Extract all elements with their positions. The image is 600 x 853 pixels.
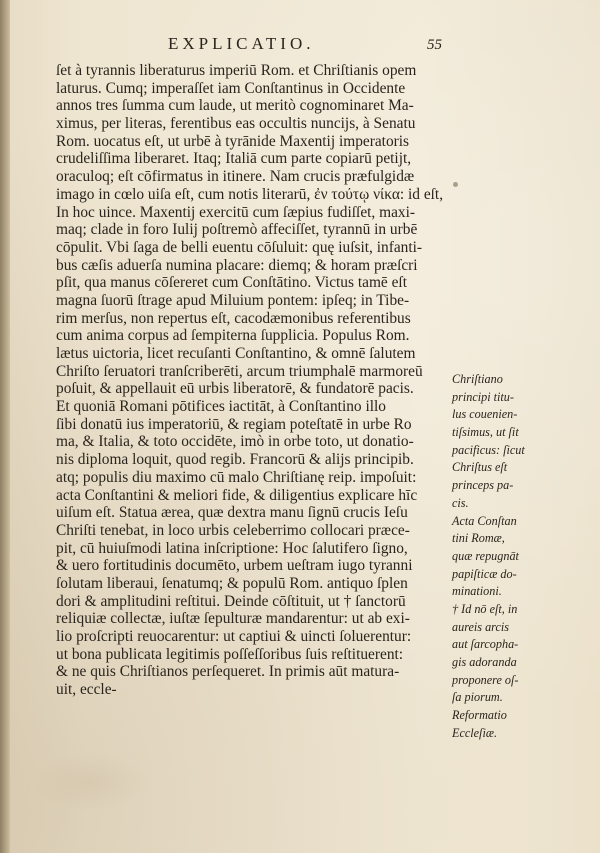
text-line: atq; populis diu maximo cū malo Chriſtianę reip. impoſuit: — [56, 468, 417, 486]
text-line: lio proſcripti reuocarentur: ut captiui & uincti ſoluerentur: — [56, 628, 412, 645]
page-gutter-shadow — [0, 0, 10, 853]
marginal-note-line: Reformatio — [452, 708, 507, 723]
marginal-note-line: cis. — [452, 495, 469, 510]
text-line: crudeliſſima liberaret. Itaq; Italiā cum parte copiarū petijt, — [56, 150, 412, 168]
text-line: ma, & Italia, & toto occidēte, imò in orbe toto, ut donatio- — [56, 433, 414, 451]
marginal-note-line: tiſsimus, ut ſit — [452, 425, 519, 440]
text-line: & uero fortitudinis documēto, urbem ueſtram iugo tyranni — [56, 557, 413, 575]
marginal-notes — [452, 371, 597, 742]
marginal-note-line: aut ſarcopha- — [452, 637, 519, 652]
text-line: maq; clade in foro Iulij poſtremò affeciſſet, tyrannū in urbē — [56, 221, 418, 239]
marginal-note-line: gis adoranda — [452, 655, 517, 669]
running-head — [0, 34, 600, 60]
marginal-note-line: principi titu- — [452, 389, 514, 404]
marginal-note-line: minationi. — [452, 584, 502, 599]
text-line: imago in cœlo uiſa eſt, cum notis literarū, ἐν τούτῳ νίκα: id eſt, — [56, 185, 444, 203]
marginal-note-line: Chriſtiano — [452, 372, 503, 386]
text-line: ut bona publicata legitimis poſſeſſoribus ſuis reſtituerent: — [56, 645, 404, 663]
text-line: ſibi donatū ius imperatoriū, & regiam poteſtatē in urbe Ro — [56, 415, 412, 433]
marginal-note-line: quæ repugnāt — [452, 548, 519, 563]
marginal-note-line: lus couenien- — [452, 407, 518, 422]
marginal-note-line: proponere oſ- — [452, 672, 519, 687]
marginal-note-line: aureis arcis — [452, 619, 509, 634]
text-line: acta Conſtantini & meliori fide, & diligentius explicare hīc — [56, 486, 418, 504]
marginal-mark — [453, 182, 458, 187]
text-line: ximus, per literas, ferentibus eas occultis nuncijs, à Senatu — [56, 115, 416, 133]
text-line: Et quoniā Romani pōtifices iactitāt, à Conſtantino illo — [56, 398, 386, 416]
marginal-note-line: pacificus: ſicut — [452, 442, 525, 457]
text-line: In hoc uince. Maxentij exercitū cum ſæpius fudiſſet, maxi- — [56, 203, 416, 221]
text-line: lætus uictoria, licet recuſanti Conſtantino, & omnē ſalutem — [56, 345, 416, 362]
text-line: rim merſus, non repertus eſt, cacodæmonibus referentibus — [56, 309, 411, 327]
text-line: poſuit, & appellauit eū urbis liberatorē, & fundatorē pacis. — [56, 380, 414, 398]
marginal-note-line: princeps pa- — [452, 478, 514, 493]
marginal-note-line: tini Romæ, — [452, 531, 505, 546]
text-line: uiſum eſt. Statua ærea, quæ dextra manu ſignū crucis Ieſu — [56, 504, 408, 522]
text-line: Chriſto ſeruatori tranſcriberēti, arcum triumphalē marmoreū — [56, 362, 423, 380]
text-line: ſet à tyrannis liberaturus imperiū Rom. et Chriſtianis opem — [56, 62, 417, 79]
marginal-note-line: Chriſtus eſt — [452, 460, 508, 475]
text-line: Chriſti tenebat, in loco urbis celeberrimo collocari præce- — [56, 521, 410, 539]
text-line: reliquiæ collectæ, iuſtæ ſepulturæ mandarentur: ut ab exi- — [56, 610, 410, 628]
text-line: magna ſuorū ſtrage apud Miluium pontem: ipſeq; in Tibe- — [56, 291, 410, 309]
text-line: dori & amplitudini reſtitui. Deinde cōſtituit, ut † ſanctorū — [56, 592, 406, 610]
text-line: oraculoq; eſt cōfirmatus in itinere. Nam crucis præfulgidæ — [56, 168, 415, 186]
marginal-note-line: † Id nō eſt, in — [452, 601, 518, 616]
text-line: laturus. Cumq; imperaſſet iam Conſtantinus in Occidente — [56, 79, 406, 97]
text-line: bus cæſis aduerſa numina placare: diemq; & horam præſcri — [56, 256, 418, 274]
marginal-note-line: Acta Conſtan — [452, 513, 517, 528]
marginal-note-line: Eccleſiæ. — [452, 725, 498, 740]
text-line: cum anima corpus ad ſempiterna ſupplicia. Populus Rom. — [56, 327, 410, 345]
main-text-block — [56, 62, 448, 699]
running-title: EXPLICATIO. — [168, 34, 315, 53]
text-line: cōpulit. Vbi ſaga de belli euentu cōſuluit: quę iuſsit, infanti- — [56, 238, 423, 256]
text-line: pſit, qua manus cōſereret cum Conſtātino. Victus tamē eſt — [56, 274, 407, 292]
text-line: Rom. uocatus eſt, ut urbē à tyrānide Maxentij imperatoris — [56, 132, 410, 150]
marginal-note-line: ſa piorum. — [452, 690, 503, 705]
text-line: uit, eccle- — [56, 681, 117, 699]
paper-stain — [30, 752, 150, 812]
text-line: annos tres ſumma cum laude, ut meritò cognominaret Ma- — [56, 97, 414, 115]
text-line: pit, cū huiuſmodi latina inſcriptione: Hoc ſalutifero ſigno, — [56, 539, 408, 557]
marginal-note-line: papiſticæ do- — [452, 566, 517, 581]
text-line: nis diploma loquit, quod regib. Francorū & alijs principib. — [56, 451, 414, 469]
text-line: ſolutam liberaui, ſenatumq; & populū Rom. antiquo ſplen — [56, 574, 408, 592]
text-line: & ne quis Chriſtianos perſequeret. In primis aūt matura- — [56, 663, 400, 681]
page-number: 55 — [427, 37, 442, 53]
